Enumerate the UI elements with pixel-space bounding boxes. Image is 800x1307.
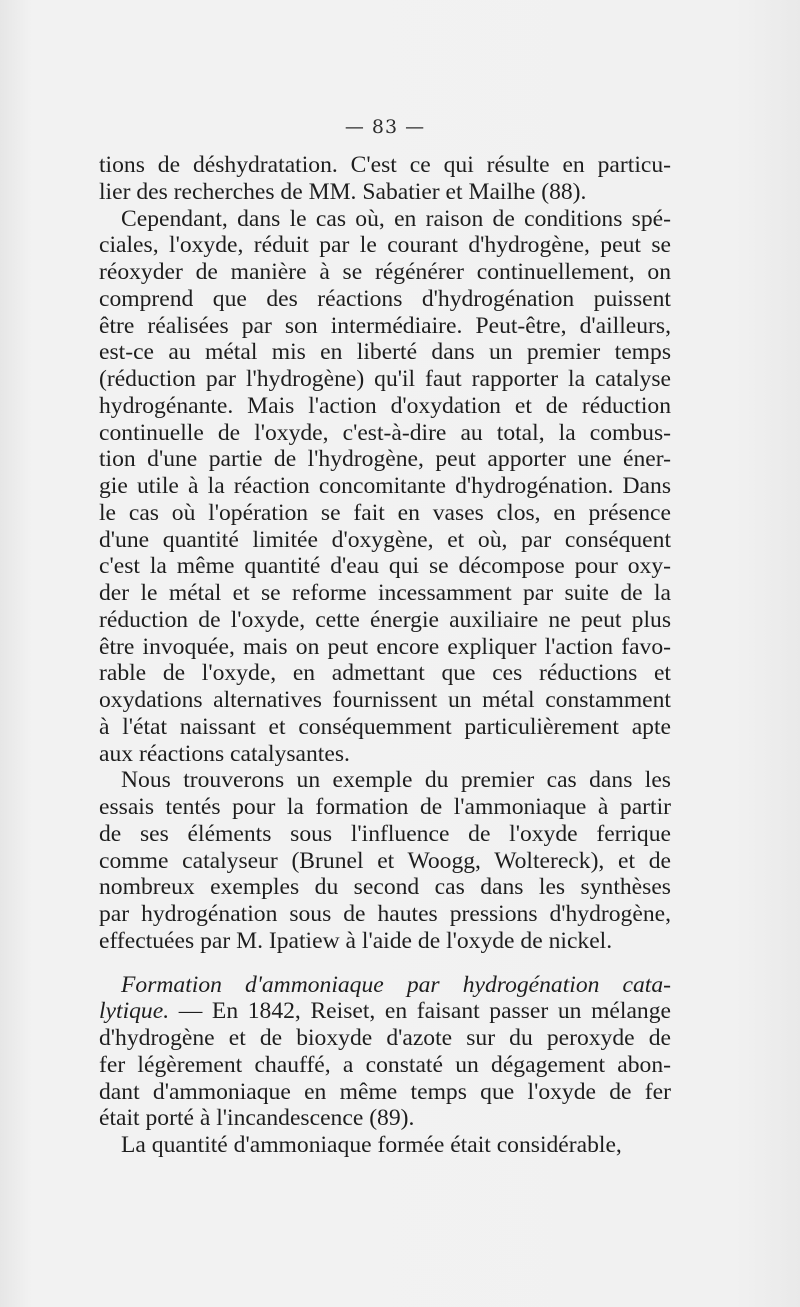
text-line: effectuées par M. Ipatiew à l'aide de l'oxyde de nickel. [99, 927, 613, 954]
body-text [99, 152, 671, 1159]
text-line: lier des recherches de MM. Sabatier et Mailhe (88). [99, 178, 587, 205]
text-line: tion d'une partie de l'hydrogène, peut apporter une éner- [99, 446, 671, 473]
text-line: gie utile à la réaction concomitante d'hydrogénation. Dans [99, 473, 671, 499]
text-line: c'est la même quantité d'eau qui se décompose pour oxy- [99, 553, 671, 580]
section-gap [99, 955, 671, 972]
text-line: être invoquée, mais on peut encore expliquer l'action favo- [99, 633, 671, 660]
text-line: hydrogénante. Mais l'action d'oxydation et de réduction [99, 392, 671, 419]
text-line: nombreux exemples du second cas dans les synthèses [99, 874, 671, 901]
text-line: oxydations alternatives fournissent un métal constamment [99, 687, 671, 713]
text-line: dant d'ammoniaque en même temps que l'oxyde de fer [99, 1078, 671, 1105]
text-line: fer légèrement chauffé, a constaté un dégagement abon- [99, 1051, 671, 1078]
page-number: — 83 — [344, 116, 426, 138]
text-line: le cas où l'opération se fait en vases clos, en présence [99, 499, 671, 526]
text-line: comprend que des réactions d'hydrogénation puissent [99, 285, 671, 312]
text-line: der le métal et se reforme incessamment par suite de la [99, 580, 671, 606]
text-line: aux réactions catalysantes. [99, 740, 350, 767]
text-line [99, 998, 671, 1025]
text-line: La quantité d'ammoniaque formée était considérable, [121, 1132, 622, 1158]
section-heading: Formation d'ammoniaque par hydrogénation cata- [121, 971, 671, 998]
text-line: est-ce au métal mis en liberté dans un premier temps [99, 339, 671, 366]
text-line: Nous trouverons un exemple du premier cas dans les [121, 767, 671, 794]
text-line: de ses éléments sous l'influence de l'oxyde ferrique [99, 820, 671, 847]
text-line: rable de l'oxyde, en admettant que ces réductions et [99, 660, 671, 687]
section-heading-end: lytique. [99, 998, 170, 1025]
text-line: d'hydrogène et de bioxyde d'azote sur du peroxyde de [99, 1025, 671, 1051]
text-line: tions de déshydratation. C'est ce qui résulte en particu- [99, 152, 671, 178]
text-line: réduction de l'oxyde, cette énergie auxiliaire ne peut plus [99, 606, 671, 633]
text-line: d'une quantité limitée d'oxygène, et où, par conséquent [99, 526, 671, 553]
text-line: comme catalyseur (Brunel et Woogg, Woltereck), et de [99, 847, 671, 874]
text-line: était porté à l'incandescence (89). [99, 1105, 415, 1132]
text-line: à l'état naissant et conséquemment particulièrement apte [99, 713, 671, 740]
text-line: essais tentés pour la formation de l'ammoniaque à partir [99, 794, 671, 820]
text-line: (réduction par l'hydrogène) qu'il faut rapporter la catalyse [99, 366, 671, 392]
text-line: par hydrogénation sous de hautes pressions d'hydrogène, [99, 901, 671, 927]
heading-continuation: — En 1842, Reiset, en faisant passer un mélange [169, 998, 671, 1025]
text-line: ciales, l'oxyde, réduit par le courant d'hydrogène, peut se [99, 232, 671, 259]
text-line: être réalisées par son intermédiaire. Peut-être, d'ailleurs, [99, 312, 671, 339]
text-line: Cependant, dans le cas où, en raison de conditions spé- [121, 205, 671, 232]
text-line: continuelle de l'oxyde, c'est-à-dire au total, la combus- [99, 419, 671, 446]
text-line: réoxyder de manière à se régénérer continuellement, on [99, 259, 671, 285]
